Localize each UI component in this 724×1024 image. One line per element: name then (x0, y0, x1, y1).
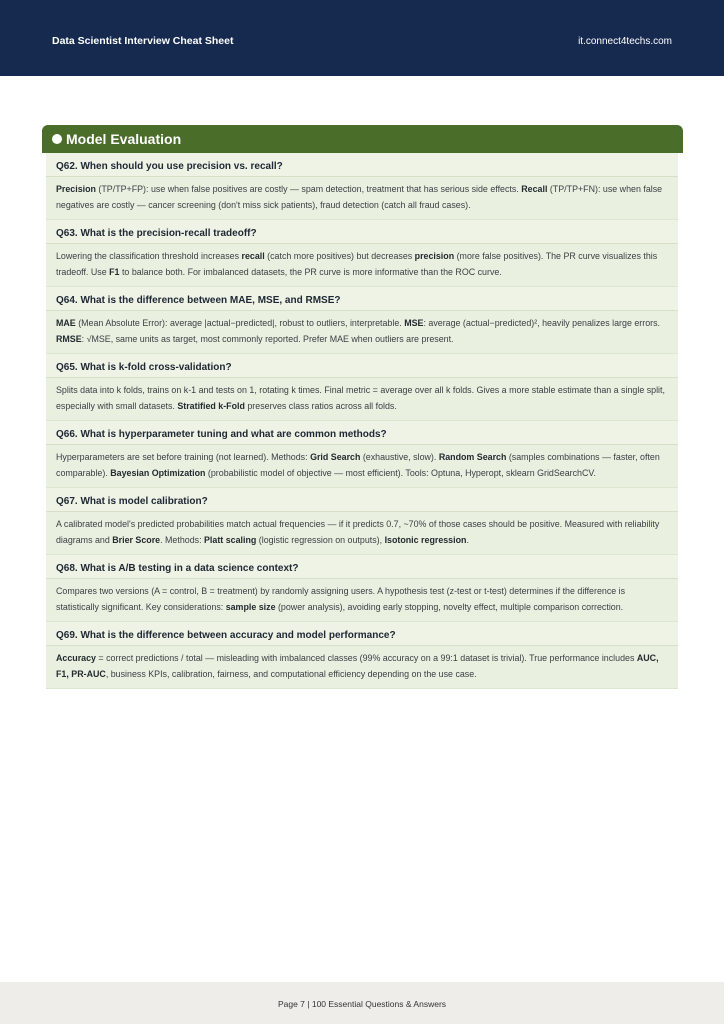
question-heading: Q67. What is model calibration? (46, 488, 678, 512)
answer-term: F1 (109, 266, 120, 277)
answer-term: Accuracy (56, 653, 96, 663)
answer-segment: , business KPIs, calibration, fairness, and computational efficiency depending on the use case. (105, 668, 477, 679)
question-heading: Q69. What is the difference between accuracy and model performance? (46, 622, 678, 646)
answer-segment: to balance both. For imbalanced datasets, the PR curve is more informative than the ROC curve. (119, 266, 502, 277)
answer-segment: Hyperparameters are set before training (not learned). Methods: (56, 452, 311, 462)
answer-segment: . (466, 534, 469, 545)
answer-segment: Splits data into k folds, trains on k-1 and tests on 1, rotating k times. Final metric = average over all k folds. Gives a more stable estimate than a single split, especially with small datasets. (56, 385, 665, 411)
answer-segment: (catch more positives) but decreases (264, 251, 415, 261)
answer-segment: (TP/TP+FP): use when false positives are costly — spam detection, treatment that has serious side effects. (95, 184, 522, 194)
page-header (0, 0, 724, 76)
answer-text (46, 512, 678, 554)
answer-segment: (exhaustive, slow). (360, 452, 439, 462)
answer-text (46, 579, 678, 621)
qa-item (46, 421, 678, 488)
answer-segment: (more false positives). The PR curve visualizes this tradeoff. Use (56, 251, 658, 277)
section-title: Model Evaluation (66, 131, 182, 147)
answer-term: Grid Search (310, 452, 361, 462)
answer-segment: (TP/TP+FN): use when false negatives are costly — cancer screening (don't miss sick patients), fraud detection (catch all fraud cases). (56, 184, 663, 210)
answer-segment: preserves class ratios across all folds. (244, 400, 397, 411)
answer-text (46, 311, 678, 353)
answer-term: Isotonic regression (384, 534, 467, 545)
answer-term: precision (414, 251, 455, 261)
answer-term: Random Search (438, 452, 507, 462)
answer-segment: A calibrated model's predicted probabilities match actual frequencies — if it predicts 0.7, ~70% of those cases should be positive. Measured with reliability diagrams and (56, 519, 660, 545)
qa-item (46, 488, 678, 555)
question-heading: Q64. What is the difference between MAE, MSE, and RMSE? (46, 287, 678, 311)
qa-item (46, 153, 678, 220)
footer-text: Page 7 | 100 Essential Questions & Answers (277, 999, 447, 1009)
question-heading: Q66. What is hyperparameter tuning and what are common methods? (46, 421, 678, 445)
site-url: it.connect4techs.com (578, 36, 672, 47)
qa-item (46, 220, 678, 287)
answer-term: Bayesian Optimization (110, 467, 206, 478)
answer-term: MSE (404, 318, 424, 328)
bullet-dot-icon (52, 134, 62, 144)
answer-segment: (logistic regression on outputs), (256, 534, 385, 545)
qa-list (46, 153, 678, 689)
answer-segment: Lowering the classification threshold increases (56, 251, 242, 261)
answer-text (46, 244, 678, 286)
document-title: Data Scientist Interview Cheat Sheet (52, 35, 234, 47)
answer-segment: : average (actual−predicted)², heavily penalizes large errors. (423, 318, 660, 328)
answer-text (46, 445, 678, 487)
answer-term: MAE (56, 318, 76, 328)
answer-segment: = correct predictions / total — misleading with imbalanced classes (99% accuracy on a 99:1 dataset is trivial). True performance includes (95, 653, 637, 663)
section-header (42, 125, 683, 153)
answer-segment: . Methods: (160, 534, 205, 545)
answer-text (46, 646, 678, 688)
answer-term: AUC, F1, PR-AUC (56, 653, 659, 679)
answer-segment: (probabilistic model of objective — most efficient). Tools: Optuna, Hyperopt, sklearn GridSearchCV. (205, 467, 596, 478)
question-heading: Q65. What is k-fold cross-validation? (46, 354, 678, 378)
answer-segment: (samples combinations — faster, often comparable). (56, 452, 660, 478)
answer-segment: (power analysis), avoiding early stopping, novelty effect, multiple comparison correction. (275, 601, 624, 612)
answer-text (46, 378, 678, 420)
question-heading: Q62. When should you use precision vs. recall? (46, 153, 678, 177)
question-heading: Q68. What is A/B testing in a data science context? (46, 555, 678, 579)
qa-item (46, 622, 678, 689)
answer-segment: : √MSE, same units as target, most commonly reported. Prefer MAE when outliers are present. (81, 333, 454, 344)
answer-text (46, 177, 678, 219)
question-heading: Q63. What is the precision-recall tradeoff? (46, 220, 678, 244)
page-footer (0, 982, 724, 1024)
qa-item (46, 287, 678, 354)
answer-term: recall (241, 251, 265, 261)
qa-item (46, 354, 678, 421)
answer-term: Platt scaling (204, 534, 257, 545)
answer-term: sample size (225, 601, 276, 612)
answer-term: Stratified k-Fold (177, 400, 245, 411)
answer-term: Brier Score (112, 534, 161, 545)
answer-segment: Compares two versions (A = control, B = treatment) by randomly assigning users. A hypothesis test (z-test or t-test) determines if the difference is statistically significant. Key considerations: (56, 586, 626, 612)
answer-term: Recall (521, 184, 548, 194)
answer-term: RMSE (56, 333, 82, 344)
answer-segment: (Mean Absolute Error): average |actual−predicted|, robust to outliers, interpretable. (75, 318, 405, 328)
answer-term: Precision (56, 184, 96, 194)
qa-item (46, 555, 678, 622)
